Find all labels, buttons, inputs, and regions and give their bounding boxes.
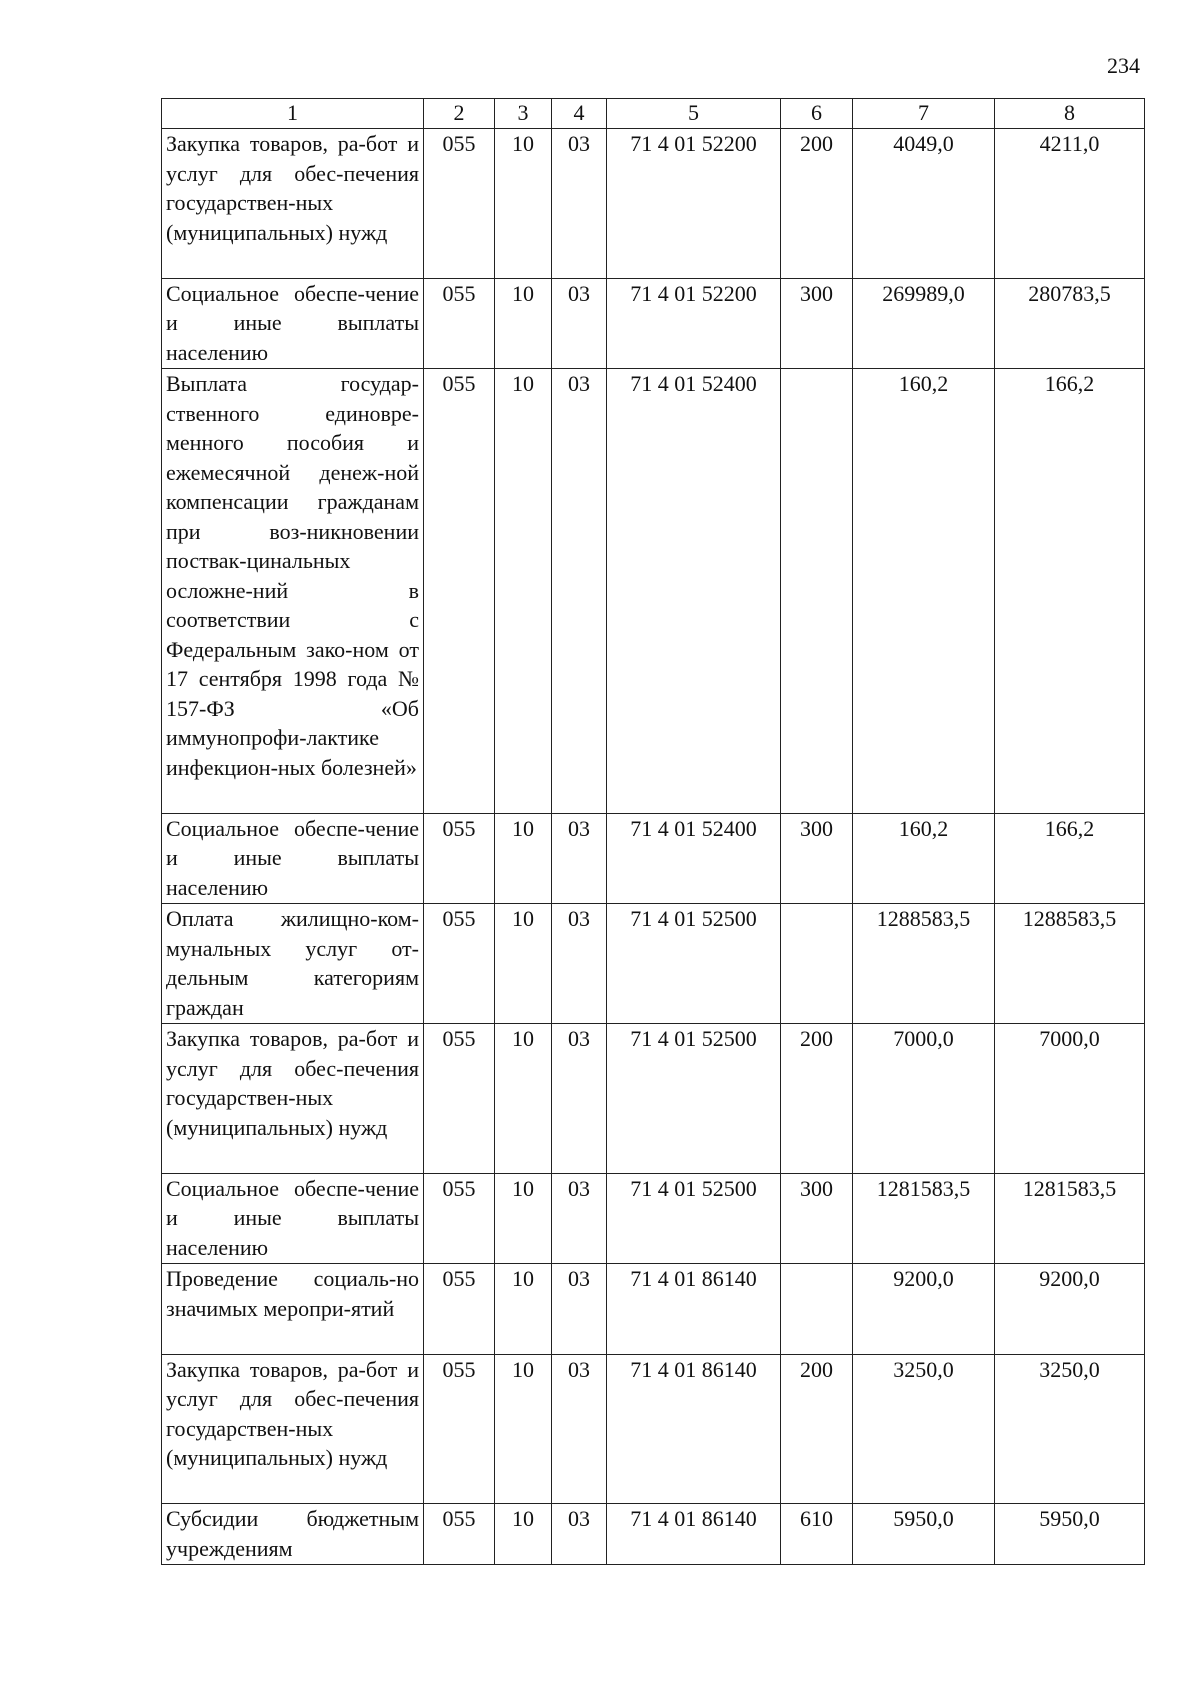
column-header: 1 bbox=[162, 99, 424, 129]
row-cell: 71 4 01 86140 bbox=[607, 1264, 781, 1355]
row-name-cell: Закупка товаров, ра-бот и услуг для обес-печения государствен-ных (муниципальных) нужд bbox=[162, 1024, 424, 1174]
row-cell: 200 bbox=[781, 1354, 853, 1504]
row-cell: 71 4 01 52500 bbox=[607, 1173, 781, 1264]
row-cell: 10 bbox=[495, 1354, 552, 1504]
table-row bbox=[162, 129, 1145, 279]
row-name-cell: Социальное обеспе-чение и иные выплаты населению bbox=[162, 278, 424, 369]
row-cell: 055 bbox=[424, 1264, 495, 1355]
column-header: 3 bbox=[495, 99, 552, 129]
row-cell: 10 bbox=[495, 813, 552, 904]
row-cell: 71 4 01 52200 bbox=[607, 129, 781, 279]
row-cell: 10 bbox=[495, 1024, 552, 1174]
row-cell: 03 bbox=[552, 1024, 607, 1174]
row-cell: 10 bbox=[495, 1264, 552, 1355]
row-cell: 03 bbox=[552, 813, 607, 904]
row-cell: 10 bbox=[495, 129, 552, 279]
table-row bbox=[162, 278, 1145, 369]
row-cell: 1288583,5 bbox=[853, 904, 995, 1024]
row-cell: 300 bbox=[781, 278, 853, 369]
table-row bbox=[162, 1264, 1145, 1355]
row-cell: 7000,0 bbox=[995, 1024, 1145, 1174]
row-cell: 300 bbox=[781, 813, 853, 904]
row-cell: 5950,0 bbox=[995, 1504, 1145, 1565]
row-cell: 055 bbox=[424, 129, 495, 279]
column-header: 4 bbox=[552, 99, 607, 129]
table-row bbox=[162, 813, 1145, 904]
row-cell: 71 4 01 52400 bbox=[607, 369, 781, 814]
column-header: 7 bbox=[853, 99, 995, 129]
table-row bbox=[162, 369, 1145, 814]
row-cell: 03 bbox=[552, 1354, 607, 1504]
column-header: 8 bbox=[995, 99, 1145, 129]
column-header: 2 bbox=[424, 99, 495, 129]
row-cell: 71 4 01 86140 bbox=[607, 1504, 781, 1565]
header-row bbox=[162, 99, 1145, 129]
row-cell: 055 bbox=[424, 904, 495, 1024]
column-header: 5 bbox=[607, 99, 781, 129]
row-cell: 1281583,5 bbox=[853, 1173, 995, 1264]
row-cell bbox=[781, 904, 853, 1024]
table-row bbox=[162, 1504, 1145, 1565]
row-cell: 71 4 01 52500 bbox=[607, 1024, 781, 1174]
table-row bbox=[162, 1354, 1145, 1504]
row-cell bbox=[781, 369, 853, 814]
row-cell: 166,2 bbox=[995, 369, 1145, 814]
row-cell: 200 bbox=[781, 129, 853, 279]
row-cell: 9200,0 bbox=[853, 1264, 995, 1355]
row-cell: 4049,0 bbox=[853, 129, 995, 279]
row-cell: 280783,5 bbox=[995, 278, 1145, 369]
row-cell: 4211,0 bbox=[995, 129, 1145, 279]
row-cell: 7000,0 bbox=[853, 1024, 995, 1174]
row-cell: 1281583,5 bbox=[995, 1173, 1145, 1264]
row-cell: 03 bbox=[552, 1173, 607, 1264]
row-cell: 03 bbox=[552, 129, 607, 279]
row-cell: 71 4 01 52400 bbox=[607, 813, 781, 904]
row-cell: 055 bbox=[424, 1024, 495, 1174]
row-cell: 160,2 bbox=[853, 813, 995, 904]
row-name-cell: Выплата государ-ственного единовре-менного пособия и ежемесячной денеж-ной компенсации гражданам при воз-никновении поствак-цинальных осложне-ний в соответствии с Федеральным зако-ном от 17 сентября 1998 года № 157-ФЗ «Об иммунопрофи-лактике инфекцион-ных болезней» bbox=[162, 369, 424, 814]
table-row bbox=[162, 1173, 1145, 1264]
row-name-cell: Закупка товаров, ра-бот и услуг для обес-печения государствен-ных (муниципальных) нужд bbox=[162, 1354, 424, 1504]
page-number: 234 bbox=[1107, 53, 1140, 78]
row-cell: 71 4 01 52500 bbox=[607, 904, 781, 1024]
row-cell: 610 bbox=[781, 1504, 853, 1565]
row-cell: 055 bbox=[424, 278, 495, 369]
row-cell: 10 bbox=[495, 369, 552, 814]
row-cell: 71 4 01 52200 bbox=[607, 278, 781, 369]
row-cell: 03 bbox=[552, 1264, 607, 1355]
row-name-cell: Социальное обеспе-чение и иные выплаты населению bbox=[162, 813, 424, 904]
row-cell: 03 bbox=[552, 904, 607, 1024]
row-name-cell: Оплата жилищно-ком-мунальных услуг от-дельным категориям граждан bbox=[162, 904, 424, 1024]
row-name-cell: Социальное обеспе-чение и иные выплаты населению bbox=[162, 1173, 424, 1264]
row-cell: 160,2 bbox=[853, 369, 995, 814]
row-cell: 9200,0 bbox=[995, 1264, 1145, 1355]
row-cell: 10 bbox=[495, 278, 552, 369]
table-row bbox=[162, 904, 1145, 1024]
row-cell: 055 bbox=[424, 1504, 495, 1565]
row-cell: 10 bbox=[495, 904, 552, 1024]
budget-table bbox=[161, 98, 1145, 1565]
row-cell: 10 bbox=[495, 1504, 552, 1565]
row-cell: 03 bbox=[552, 1504, 607, 1565]
row-cell: 055 bbox=[424, 1354, 495, 1504]
row-cell: 3250,0 bbox=[995, 1354, 1145, 1504]
column-header: 6 bbox=[781, 99, 853, 129]
row-cell: 71 4 01 86140 bbox=[607, 1354, 781, 1504]
table-body bbox=[162, 129, 1145, 1565]
row-cell: 055 bbox=[424, 813, 495, 904]
row-cell: 269989,0 bbox=[853, 278, 995, 369]
row-cell: 03 bbox=[552, 369, 607, 814]
row-cell: 055 bbox=[424, 1173, 495, 1264]
row-cell: 03 bbox=[552, 278, 607, 369]
row-name-cell: Закупка товаров, ра-бот и услуг для обес-печения государствен-ных (муниципальных) нужд bbox=[162, 129, 424, 279]
table-row bbox=[162, 1024, 1145, 1174]
row-cell bbox=[781, 1264, 853, 1355]
row-name-cell: Проведение социаль-но значимых меропри-ятий bbox=[162, 1264, 424, 1355]
row-cell: 300 bbox=[781, 1173, 853, 1264]
row-cell: 1288583,5 bbox=[995, 904, 1145, 1024]
row-cell: 5950,0 bbox=[853, 1504, 995, 1565]
row-cell: 166,2 bbox=[995, 813, 1145, 904]
row-cell: 3250,0 bbox=[853, 1354, 995, 1504]
row-cell: 200 bbox=[781, 1024, 853, 1174]
row-name-cell: Субсидии бюджетным учреждениям bbox=[162, 1504, 424, 1565]
row-cell: 10 bbox=[495, 1173, 552, 1264]
row-cell: 055 bbox=[424, 369, 495, 814]
